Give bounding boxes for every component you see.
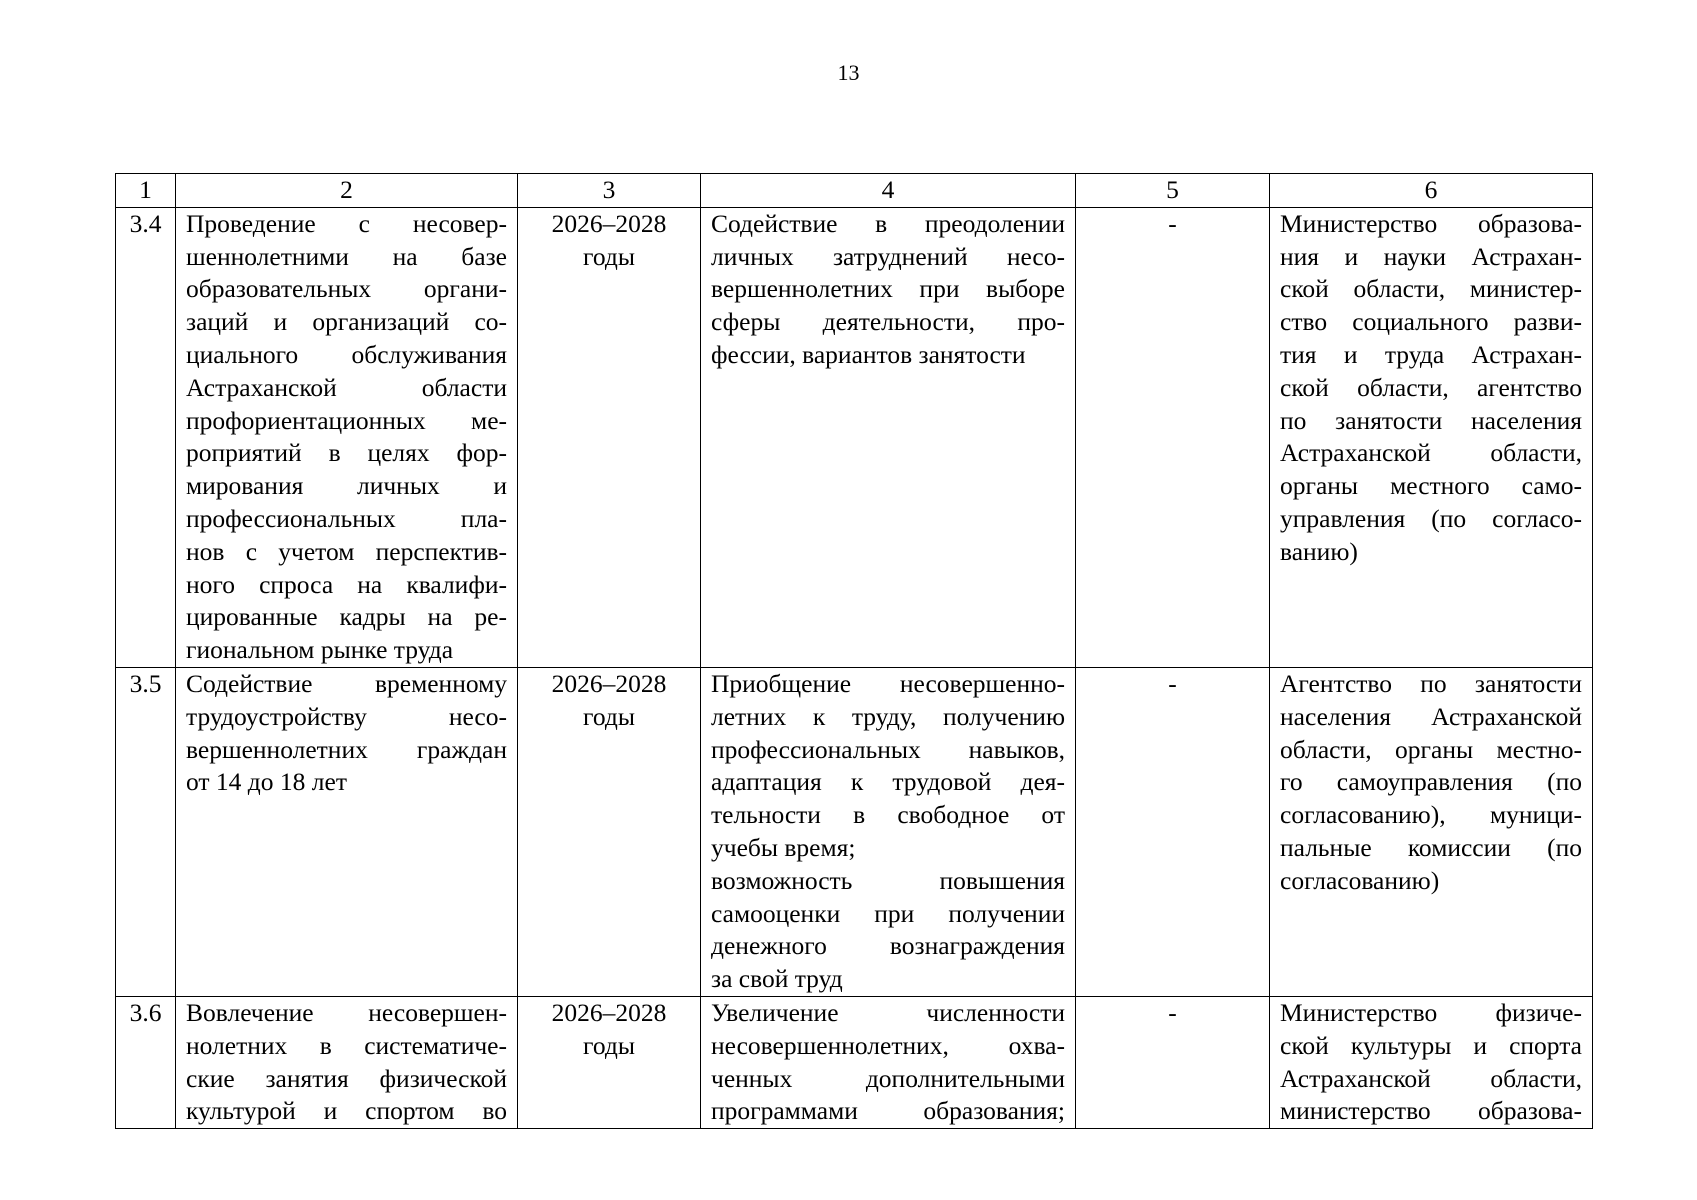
text-line: шеннолетними на базе (186, 241, 507, 271)
row-number: 3.4 (116, 207, 176, 667)
text-line: фессии, вариантов занятости (711, 339, 1026, 369)
text-line: Агентство по занятости (1280, 668, 1582, 698)
table-row (116, 996, 1593, 1128)
text-line: Приобщение несовершенно- (711, 668, 1065, 698)
text-line: по занятости населения (1280, 405, 1582, 435)
text-line: гиональном рынке труда (186, 635, 454, 665)
text-line: роприятий в целях фор- (186, 438, 507, 468)
text-line: ния и науки Астрахан- (1280, 241, 1582, 271)
text-line: культурой и спортом во (186, 1096, 507, 1126)
text-line: нолетних в систематиче- (186, 1030, 507, 1060)
text-line: Астраханской области (186, 372, 507, 402)
text-line: личных затруднений несо- (711, 241, 1065, 271)
period-cell (518, 207, 701, 667)
text-line: ного спроса на квалифи- (186, 569, 507, 599)
text-line: ство социального разви- (1280, 307, 1582, 337)
row-number: 3.5 (116, 667, 176, 996)
result-cell (701, 996, 1076, 1128)
text-line: Увеличение численности (711, 997, 1065, 1027)
text-line: возможность повышения (711, 865, 1065, 895)
text-line: управления (по согласо- (1280, 503, 1582, 533)
page-number: 13 (837, 60, 860, 85)
column-header: 5 (1076, 174, 1270, 208)
text-line: адаптация к трудовой дея- (711, 767, 1065, 797)
row-number: 3.6 (116, 996, 176, 1128)
column-header: 1 (116, 174, 176, 208)
text-line: образовательных органи- (186, 274, 507, 304)
funding-cell: - (1076, 207, 1270, 667)
text-line: годы (583, 1030, 635, 1060)
text-line: заций и организаций со- (186, 307, 507, 337)
table-row (116, 207, 1593, 667)
text-line: населения Астраханской (1280, 701, 1582, 731)
text-line: вершеннолетних граждан (186, 734, 507, 764)
column-header: 6 (1270, 174, 1593, 208)
text-line: Астраханской области, (1280, 1063, 1582, 1093)
text-line: ванию) (1280, 536, 1358, 566)
text-line: самооценки при получении (711, 898, 1065, 928)
text-line: ской области, министер- (1280, 274, 1582, 304)
text-line: 2026–2028 (551, 208, 667, 238)
executors-cell (1270, 996, 1593, 1128)
table-row (116, 667, 1593, 996)
text-line: профессиональных пла- (186, 503, 507, 533)
text-line: нов с учетом перспектив- (186, 536, 507, 566)
text-line: 2026–2028 (551, 668, 667, 698)
text-line: области, органы местно- (1280, 734, 1582, 764)
text-line: от 14 до 18 лет (186, 767, 347, 797)
text-line: несовершеннолетних, охва- (711, 1030, 1065, 1060)
result-cell (701, 207, 1076, 667)
funding-cell: - (1076, 667, 1270, 996)
text-line: Содействие в преодолении (711, 208, 1065, 238)
event-cell (176, 207, 518, 667)
event-cell (176, 996, 518, 1128)
text-line: тельности в свободное от (711, 800, 1065, 830)
table-header-row (116, 174, 1593, 208)
text-line: программами образования; (711, 1096, 1065, 1126)
text-line: органы местного само- (1280, 471, 1582, 501)
result-cell (701, 667, 1076, 996)
text-line: трудоустройству несо- (186, 701, 507, 731)
text-line: профориентационных ме- (186, 405, 507, 435)
measures-table (115, 173, 1593, 1129)
text-line: 2026–2028 (551, 997, 667, 1027)
text-line: министерство образова- (1280, 1096, 1582, 1126)
text-line: вершеннолетних при выборе (711, 274, 1065, 304)
text-line: ские занятия физической (186, 1063, 507, 1093)
text-line: Министерство физиче- (1280, 997, 1582, 1027)
text-line: сферы деятельности, про- (711, 307, 1065, 337)
text-line: тия и труда Астрахан- (1280, 339, 1582, 369)
text-line: летних к труду, получению (711, 701, 1065, 731)
text-line: ской области, агентство (1280, 372, 1582, 402)
text-line: Вовлечение несовершен- (186, 997, 507, 1027)
text-line: мирования личных и (186, 471, 507, 501)
text-line: годы (583, 701, 635, 731)
text-line: цированные кадры на ре- (186, 602, 507, 632)
text-line: циального обслуживания (186, 339, 507, 369)
executors-cell (1270, 667, 1593, 996)
text-line: Проведение с несовер- (186, 208, 507, 238)
text-line: пальные комиссии (по (1280, 832, 1582, 862)
text-line: годы (583, 241, 635, 271)
event-cell (176, 667, 518, 996)
text-line: за свой труд (711, 964, 843, 994)
text-line: профессиональных навыков, (711, 734, 1065, 764)
column-header: 3 (518, 174, 701, 208)
text-line: Министерство образова- (1280, 208, 1582, 238)
text-line: ской культуры и спорта (1280, 1030, 1582, 1060)
text-line: Содействие временному (186, 668, 507, 698)
text-line: Астраханской области, (1280, 438, 1582, 468)
text-line: согласованию) (1280, 865, 1440, 895)
text-line: го самоуправления (по (1280, 767, 1582, 797)
executors-cell (1270, 207, 1593, 667)
period-cell (518, 667, 701, 996)
period-cell (518, 996, 701, 1128)
text-line: согласованию), муници- (1280, 800, 1582, 830)
text-line: учебы время; (711, 832, 856, 862)
text-line: ченных дополнительными (711, 1063, 1065, 1093)
funding-cell: - (1076, 996, 1270, 1128)
column-header: 2 (176, 174, 518, 208)
text-line: денежного вознаграждения (711, 931, 1065, 961)
column-header: 4 (701, 174, 1076, 208)
